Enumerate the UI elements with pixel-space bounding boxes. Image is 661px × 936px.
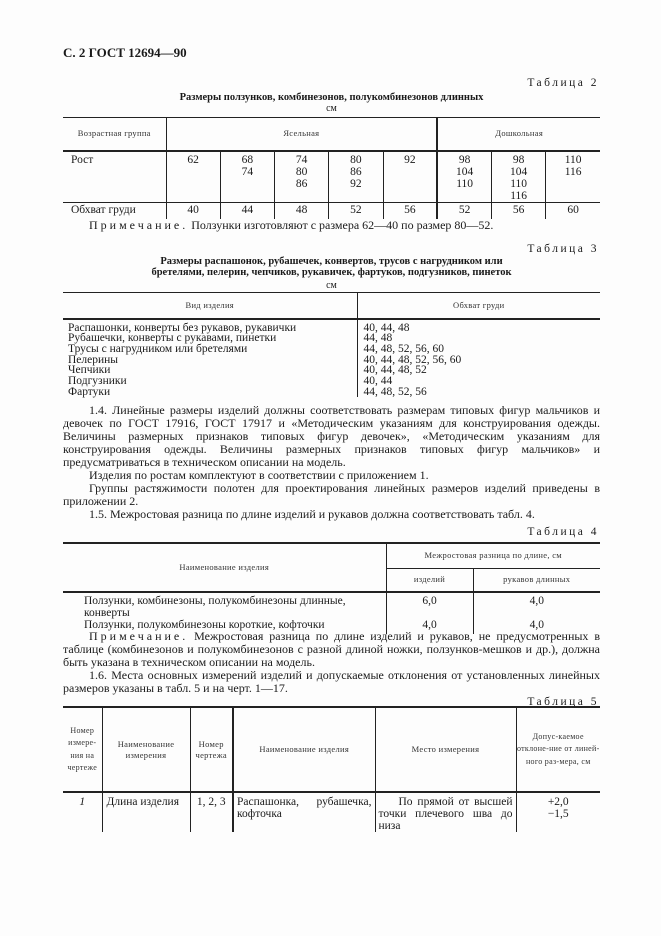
table3-title-2: бретелями, пелерин, чепчиков, рукавичек, фартуков, подгузников, пинеток [151,267,512,278]
chest-cell: 52 [329,202,383,219]
page-header: С. 2 ГОСТ 12694—90 [63,45,187,60]
table-row [63,344,600,355]
table3 [63,292,600,397]
table5-label: Таблица 5 [527,696,599,708]
chest-cell: 56 [383,202,437,219]
table4-sub-sleeves: рукавов длинных [503,574,571,585]
measure-place-cell: По прямой от высшей точки плечевого шва до низа [375,792,516,832]
sleeves-diff-cell: 4,0 [529,595,544,607]
measure-number-cell: 1 [63,792,102,832]
product-cell: Пелерины [63,355,357,366]
drawing-number-cell: 1, 2, 3 [190,792,233,832]
paragraph-sets: Изделия по ростам комплектуют в соответствии с приложением 1. [89,468,429,482]
paragraph-1-5: 1.5. Межростовая разница по длине изделий и рукавов должна соответствовать табл. 4. [89,507,535,521]
chest-values-cell: 40, 44, 48, 52 [363,364,427,377]
chest-cell: 60 [567,203,579,216]
height-cell: 80 86 92 [329,151,383,203]
chest-values-cell: 44, 48, 52, 56 [363,385,427,398]
table2 [63,117,600,219]
products-diff-cell: 4,0 [386,619,473,634]
product-cell: Ползунки, комбинезоны, полукомбинезоны длинные, конверты [63,592,386,619]
table4-label: Таблица 4 [527,526,599,538]
table3-title-1: Размеры распашонок, рубашечек, конвертов, трусов с нагрудником или [160,256,503,267]
table4-col-diff: Межростовая разница по длине, см [386,543,600,568]
height-cell: 98 104 110 [437,151,491,203]
table-row [63,387,600,398]
paragraph-1-6: 1.6. Места основных измерений изделий и допускаемые отклонения от установленных линейных размеров указаны в табл. 5 и на черт. 1—17. [63,668,600,695]
table-row [63,355,600,366]
table5-header: Номер измере-ния на чертеже [63,707,102,792]
chest-values-cell: 40, 44 [363,375,393,388]
height-cell: 74 80 86 [275,151,329,203]
table4-sub-products: изделий [386,568,473,592]
height-cell: 68 74 [220,151,274,203]
paragraph-1-4: 1.4. Линейные размеры изделий должны соответствовать размерам типовых фигур мальчиков и девочек по ГОСТ 17916, ГОСТ 17917 и «Методическим указаниям для конструирования одежды. Величины размерных признаков типовых фигур девочек», «Методическим указаниям для конструирования одежды. Величины размерных признаков типовых фигур мальчиков» и предусматриваться в техническом описании на модель. [63,403,600,469]
table3-col-product: Вид изделия [63,293,357,319]
product-cell: Трусы с нагрудником или бретелями [63,344,357,355]
table2-note [63,219,600,232]
tolerance-cell: +2,0 −1,5 [547,796,569,820]
chest-cell: 40 [166,202,220,219]
sleeves-diff-cell: 4,0 [529,619,544,631]
table3-label: Таблица 3 [527,243,599,255]
chest-values-cell: 40, 44, 48, 52, 56, 60 [363,353,462,366]
product-cell: Фартуки [63,387,357,398]
product-cell: Чепчики [63,365,357,376]
table2-group-preschool: Дошкольная [495,128,544,139]
products-diff-cell: 6,0 [386,592,473,619]
table5-header: Номер чертежа [190,707,233,792]
row-label-chest: Обхват груди [63,202,166,219]
paragraph-groups: Группы растяжимости полотен для проектирования линейных размеров изделий приведены в приложении 2. [63,481,600,508]
table-row [63,365,600,376]
product-cell: Ползунки, полукомбинезоны короткие, кофточки [63,619,386,634]
note-label: Примечание. [89,629,189,643]
height-cell: 98 104 110 116 [492,151,546,203]
product-cell: Подгузники [63,376,357,387]
chest-cell: 52 [437,202,491,219]
table5 [63,706,600,832]
table4-note [63,630,600,669]
chest-cell: 56 [492,202,546,219]
chest-values-cell: 40, 44, 48 [363,321,410,334]
table4-col-product: Наименование изделия [63,543,386,592]
table5-header: Допус-каемое отклоне-ние от линей-ного раз-мера, см [516,731,600,766]
table-row [63,376,600,387]
chest-cell: 48 [275,202,329,219]
table2-label: Таблица 2 [527,77,599,89]
height-cell: 92 [383,151,437,203]
table-row [63,592,600,619]
table-row [63,319,600,334]
product-cell: Рубашечки, конверты с рукавами, пинетки [63,333,357,344]
note-label: Примечание. [89,218,189,232]
note-text: Ползунки изготовляют с размера 62—40 по размер 80—52. [191,218,494,232]
table2-col-head: Возрастная группа [63,118,166,151]
height-cell: 110 116 [564,153,582,178]
chest-cell: 44 [220,202,274,219]
table5-header: Наименование измерения [102,707,190,792]
measure-name-cell: Длина изделия [102,792,190,832]
table2-unit: см [326,103,337,114]
height-cell: 62 [166,151,220,203]
table4 [63,542,600,634]
chest-values-cell: 44, 48 [363,332,393,345]
table2-group-nursery: Ясельная [166,118,437,151]
table5-header: Наименование изделия [233,707,375,792]
table3-unit: см [326,280,337,291]
table5-header: Место измерения [375,707,516,792]
product-name-cell: Распашонка, рубашечка, кофточка [233,792,375,832]
note-text: Межростовая разница по длине изделий и рукавов, не предусмотренных в таблице (комбинезонов и полукомбинезонов с разной длиной ножки, ползунков-мешков и др.), должна быть указана в техническом описании на модель. [63,629,600,669]
table3-col-chest: Обхват груди [453,299,505,310]
table2-title: Размеры ползунков, комбинезонов, полукомбинезонов длинных [179,92,484,103]
row-label-height: Рост [63,151,166,203]
chest-values-cell: 44, 48, 52, 56, 60 [363,342,444,355]
product-cell: Распашонки, конверты без рукавов, рукавички [63,319,357,334]
